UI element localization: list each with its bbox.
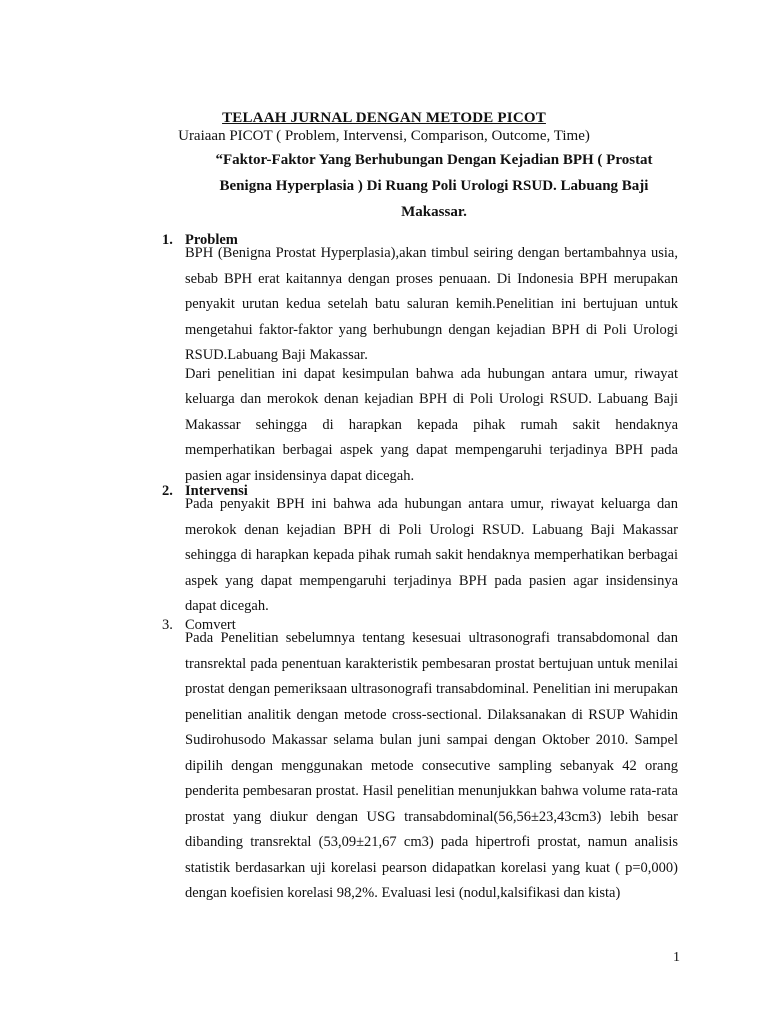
- paragraph: Pada Penelitian sebelumnya tentang kesesuai ultrasonografi transabdomonal dan transrektal pada penentuan karakteristik pembesaran prostat bertujuan untuk menilai prostat dengan pemeriksaan ultrasonografi transabdominal. Penelitian ini merupakan penelitian analitik dengan metode cross-sectional. Dilaksanakan di RSUP Wahidin Sudirohusodo Makassar selama bulan juni sampai dengan Oktober 2010. Sampel dipilih dengan menggunakan metode consecutive sampling sebanyak 42 orang penderita pembesaran prostat. Hasil penelitian menunjukkan bahwa volume rata-rata prostat yang diukur dengan USG transabdominal(56,56±23,43cm3) lebih besar dibanding transrektal (53,09±21,67 cm3) pada hipertrofi prostat, namun analisis statistik berdasarkan uji korelasi pearson didapatkan korelasi yang kuat ( p=0,000) dengan koefisien korelasi 98,2%. Evaluasi lesi (nodul,kalsifikasi dan kista): [185, 630, 678, 901]
- section-problem: [162, 231, 678, 489]
- section-number: 1.: [162, 232, 173, 248]
- section-comvert: [162, 616, 678, 907]
- page-number: 1: [673, 950, 680, 965]
- paragraph: Pada penyakit BPH ini bahwa ada hubungan antara umur, riwayat keluarga dan merokok denan kejadian BPH di Poli Urologi RSUD. Labuang Baji Makassar sehingga di harapkan kepada pihak rumah sakit hendaknya memperhatikan berbagai aspek yang dapat mempengaruhi terjadinya BPH pada pasien agar insidensinya dapat dicegah.: [185, 496, 678, 614]
- section-number: 2.: [162, 483, 173, 499]
- document-title: TELAAH JURNAL DENGAN METODE PICOT: [222, 110, 546, 126]
- journal-title: “Faktor-Faktor Yang Berhubungan Dengan Kejadian BPH ( Prostat Benigna Hyperplasia ) Di Ruang Poli Urologi RSUD. Labuang Baji Makassar.: [215, 152, 653, 220]
- section-title: Intervensi: [185, 483, 248, 499]
- paragraph: BPH (Benigna Prostat Hyperplasia),akan timbul seiring dengan bertambahnya usia, sebab BPH erat kaitannya dengan proses penuaan. Di Indonesia BPH merupakan penyakit urutan kedua setelah batu saluran kemih.Penelitian ini bertujuan untuk mengetahui faktor-faktor yang berhubungn dengan kejadian BPH di Poli Urologi RSUD.Labuang Baji Makassar.: [185, 245, 678, 363]
- section-title: Comvert: [185, 617, 236, 633]
- section-title: Problem: [185, 232, 238, 248]
- section-intervensi: [162, 482, 678, 620]
- section-number: 3.: [162, 617, 173, 633]
- document-subtitle: Uraiaan PICOT ( Problem, Intervensi, Comparison, Outcome, Time): [178, 128, 590, 144]
- paragraph: Dari penelitian ini dapat kesimpulan bahwa ada hubungan antara umur, riwayat keluarga dan merokok denan kejadian BPH di Poli Urologi RSUD. Labuang Baji Makassar sehingga di harapkan kepada pihak rumah sakit hendaknya memperhatikan berbagai aspek yang dapat mempengaruhi terjadinya BPH pada pasien agar insidensinya dapat dicegah.: [185, 365, 678, 484]
